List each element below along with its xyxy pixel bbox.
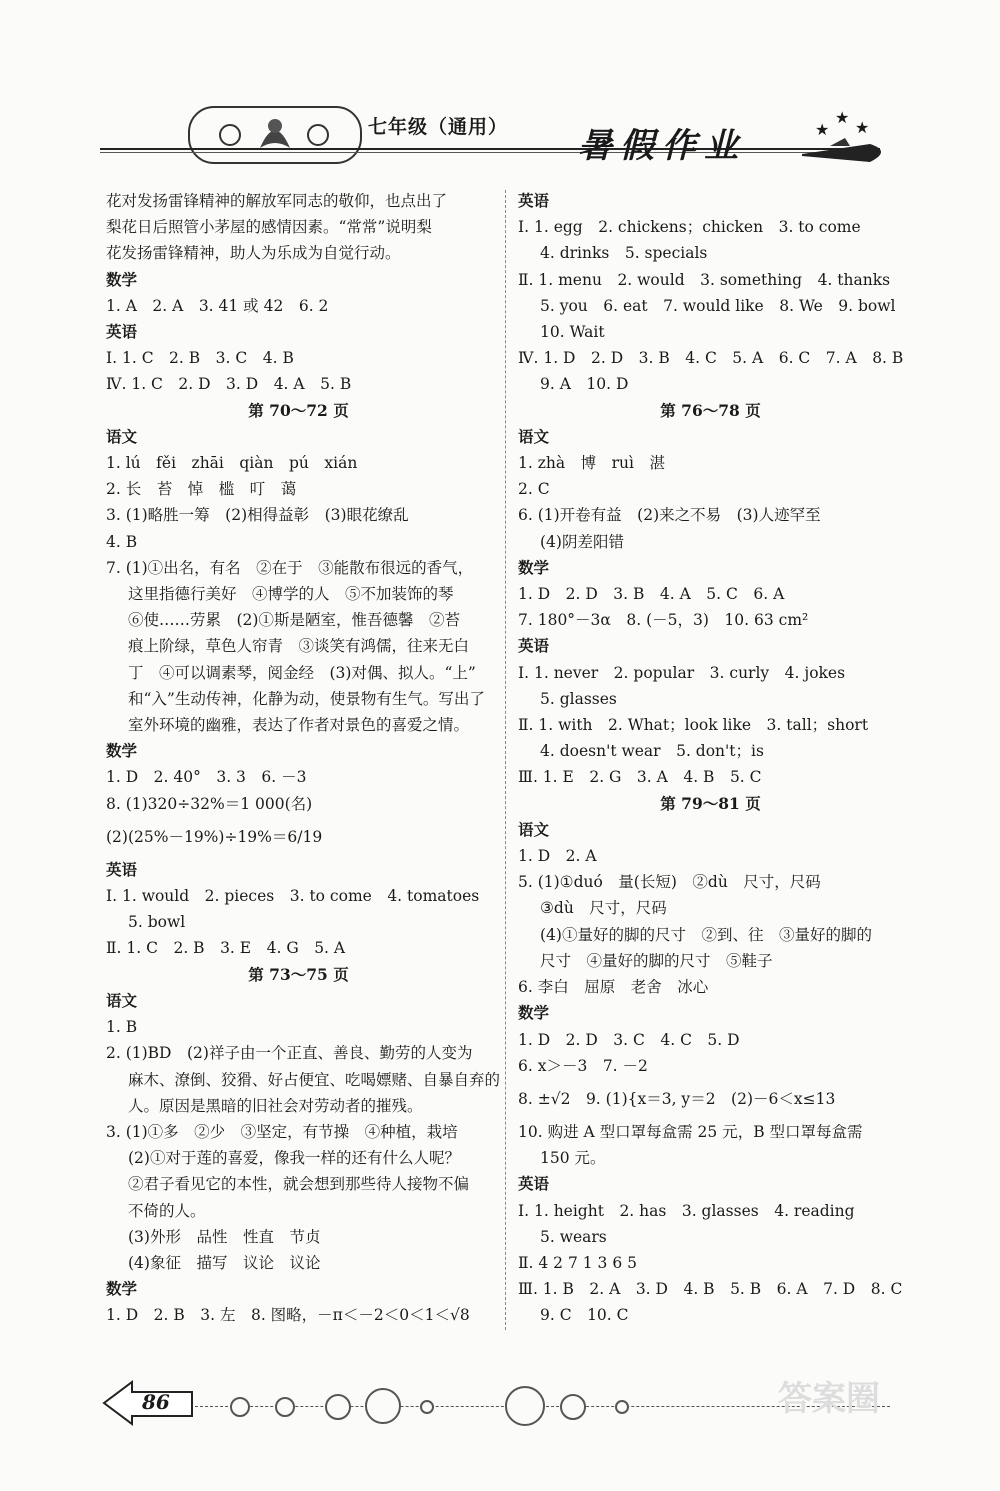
answer-line: 1. B <box>106 1018 138 1037</box>
subject-heading: 数学 <box>106 269 138 289</box>
page-range-heading: 第 70～72 页 <box>248 400 349 420</box>
subject-heading: 语文 <box>106 990 138 1010</box>
answer-line: Ⅱ. 4 2 7 1 3 6 5 <box>518 1253 637 1272</box>
page-number: 86 <box>142 1390 170 1414</box>
subject-heading: 语文 <box>518 426 550 446</box>
answer-line: 10. Wait <box>540 323 605 342</box>
answer-line: ②君子看见它的本性，就会想到那些待人接物不偏 <box>128 1175 470 1194</box>
space-shuttle-icon <box>800 136 895 170</box>
watermark: 答案圈 <box>778 1379 880 1419</box>
subject-heading: 数学 <box>518 557 550 577</box>
answer-line: 7. (1)①出名，有名 ②在于 ③能散布很远的香气， <box>106 558 474 577</box>
answer-line: (2)(25%－19%)÷19%＝6/19 <box>106 827 323 846</box>
answer-line: (4)阴差阳错 <box>540 532 624 551</box>
answer-line: Ⅰ. 1. would 2. pieces 3. to come 4. tomatoes <box>106 887 480 906</box>
star-icon: ★ <box>815 120 830 139</box>
answer-line: 1. zhà 博 ruì 湛 <box>518 454 665 473</box>
answer-line: 1. A 2. A 3. 41 或 42 6. 2 <box>106 296 329 315</box>
header-rule <box>100 148 880 150</box>
ring-icon <box>560 1394 586 1420</box>
subject-heading: 英语 <box>106 859 138 879</box>
star-icon: ★ <box>855 118 870 137</box>
answer-line: Ⅱ. 1. menu 2. would 3. something 4. thanks <box>518 270 891 289</box>
answer-line: 6. x＞－3 7. －2 <box>518 1056 648 1075</box>
answer-line: Ⅰ. 1. egg 2. chickens；chicken 3. to come <box>518 218 861 237</box>
subject-heading: 语文 <box>106 426 138 446</box>
answer-line: 这里指德行美好 ④博学的人 ⑤不加装饰的琴 <box>128 585 454 604</box>
answer-line: 8. (1)320÷32%＝1 000(名) <box>106 794 313 813</box>
answer-line: Ⅲ. 1. E 2. G 3. A 4. B 5. C <box>518 768 762 787</box>
answer-line: 6. (1)开卷有益 (2)来之不易 (3)人迹罕至 <box>518 506 821 525</box>
answer-line: (2)①对于莲的喜爱，像我一样的还有什么人呢？ <box>128 1149 460 1168</box>
answer-line: 3. (1)略胜一筹 (2)相得益彰 (3)眼花缭乱 <box>106 506 409 525</box>
ring-icon <box>615 1400 629 1414</box>
answer-line: 8. ±√2 9. (1){x＝3, y＝2 (2)－6＜x≤13 <box>518 1089 836 1108</box>
answer-line: Ⅱ. 1. C 2. B 3. E 4. G 5. A <box>106 939 346 958</box>
answer-line: Ⅱ. 1. with 2. What；look like 3. tall；short <box>518 716 869 735</box>
answer-line: Ⅰ. 1. height 2. has 3. glasses 4. reading <box>518 1201 855 1220</box>
answer-line: Ⅰ. 1. C 2. B 3. C 4. B <box>106 349 294 368</box>
answer-column-left <box>106 188 501 1329</box>
subject-heading: 数学 <box>106 1279 138 1299</box>
subject-heading: 语文 <box>518 819 550 839</box>
answer-line: 人。原因是黑暗的旧社会对劳动者的摧残。 <box>128 1096 423 1115</box>
subject-heading: 数学 <box>106 741 138 761</box>
answer-line: 室外环境的幽雅，表达了作者对景色的喜爱之情。 <box>128 716 470 735</box>
answer-line: Ⅳ. 1. D 2. D 3. B 4. C 5. A 6. C 7. A 8. B <box>518 349 904 368</box>
answer-line: 花对发扬雷锋精神的解放军同志的敬仰，也点出了 <box>106 192 448 210</box>
subject-heading: 英语 <box>518 1174 550 1194</box>
brand-title: 暑假作业 <box>578 126 746 166</box>
header-mascot-frame <box>188 106 362 164</box>
star-icon: ★ <box>835 108 850 127</box>
answer-line: 7. 180°－3α 8. (－5，3) 10. 63 cm² <box>518 611 809 630</box>
ring-icon <box>365 1388 401 1424</box>
subject-heading: 英语 <box>518 191 550 210</box>
answer-line: 5. bowl <box>128 913 186 932</box>
answer-line: 梨花日后照管小茅屋的感情因素。“常常”说明梨 <box>106 218 432 237</box>
answer-line: 尺寸 ④量好的脚的尺寸 ⑤鞋子 <box>540 951 773 970</box>
answer-line: ⑥使……劳累 (2)①斯是陋室，惟吾德馨 ②苔 <box>128 611 460 630</box>
column-divider <box>505 190 506 1330</box>
answer-line: 3. (1)①多 ②少 ③坚定，有节操 ④种植，栽培 <box>106 1122 458 1141</box>
answer-line: 10. 购进 A 型口罩每盒需 25 元，B 型口罩每盒需 <box>518 1122 863 1141</box>
answer-line: 和“入”生动传神，化静为动，使景物有生气。写出了 <box>128 689 485 708</box>
answer-line: 2. (1)BD (2)祥子由一个正直、善良、勤劳的人变为 <box>106 1044 473 1063</box>
answer-line: 不倚的人。 <box>128 1201 206 1220</box>
answer-line: (3)外形 品性 性直 节贞 <box>128 1227 321 1246</box>
answer-line: 6. 李白 屈原 老舍 冰心 <box>518 978 709 997</box>
answer-line: 5. wears <box>540 1227 607 1246</box>
answer-line: 1. lú fěi zhāi qiàn pú xián <box>106 454 358 473</box>
answer-line: 1. D 2. B 3. 左 8. 图略，－π＜－2＜0＜1＜√8 <box>106 1306 470 1325</box>
answer-line: 2. 长 苔 悼 槛 叮 蔼 <box>106 480 297 499</box>
answer-line: 4. drinks 5. specials <box>540 244 708 263</box>
answer-line: Ⅳ. 1. C 2. D 3. D 4. A 5. B <box>106 375 352 394</box>
answer-line: 5. (1)①duó 量(长短) ②dù 尺寸，尺码 <box>518 873 821 892</box>
answer-column-right <box>518 188 903 1329</box>
answer-line: 9. A 10. D <box>540 375 629 394</box>
ring-icon <box>420 1400 434 1414</box>
answer-line: 麻木、潦倒、狡猾、好占便宜、吃喝嫖赌、自暴自弃的 <box>128 1070 501 1089</box>
answer-line: Ⅲ. 1. B 2. A 3. D 4. B 5. B 6. A 7. D 8. C <box>518 1280 903 1299</box>
answer-line: 1. D 2. D 3. C 4. C 5. D <box>518 1030 740 1049</box>
answer-line: 150 元。 <box>540 1149 606 1168</box>
mascot-dragon-icon <box>190 108 360 162</box>
header-rule-thin <box>100 152 880 153</box>
answer-line: 4. doesn't wear 5. don't；is <box>540 742 764 761</box>
answer-line: 1. D 2. A <box>518 847 597 866</box>
ring-icon <box>230 1397 250 1417</box>
answer-line: 4. B <box>106 532 138 551</box>
answer-line: 9. C 10. C <box>540 1306 629 1325</box>
answer-line: 5. you 6. eat 7. would like 8. We 9. bowl <box>540 296 896 315</box>
answer-line: Ⅰ. 1. never 2. popular 3. curly 4. jokes <box>518 663 846 682</box>
answer-line: 丁 ④可以调素琴，阅金经 (3)对偶、拟人。“上” <box>128 663 476 682</box>
ring-icon <box>505 1386 545 1426</box>
page-range-heading: 第 79～81 页 <box>660 793 761 813</box>
answer-line: 2. C <box>518 480 550 499</box>
answer-line: 1. D 2. 40° 3. 3 6. －3 <box>106 768 307 787</box>
grade-label: 七年级（通用） <box>368 116 509 138</box>
ring-icon <box>275 1397 295 1417</box>
page-range-heading: 第 76～78 页 <box>660 400 761 420</box>
page-range-heading: 第 73～75 页 <box>248 964 349 984</box>
answer-line: 5. glasses <box>540 689 617 708</box>
page-footer <box>100 1364 900 1424</box>
subject-heading: 英语 <box>106 322 138 342</box>
answer-line: 花发扬雷锋精神，助人为乐成为自觉行动。 <box>106 244 401 263</box>
answer-line: (4)象征 描写 议论 议论 <box>128 1253 321 1272</box>
answer-line: (4)①量好的脚的尺寸 ②到、往 ③量好的脚的 <box>540 925 872 944</box>
subject-heading: 数学 <box>518 1003 550 1023</box>
subject-heading: 英语 <box>518 636 550 656</box>
page-header <box>100 100 900 180</box>
page-number-badge <box>104 1382 188 1422</box>
answer-line: 1. D 2. D 3. B 4. A 5. C 6. A <box>518 585 785 604</box>
answer-line: 痕上阶绿，草色人帘青 ③谈笑有鸿儒，往来无白 <box>128 637 470 656</box>
ring-icon <box>325 1394 351 1420</box>
answer-line: ③dù 尺寸，尺码 <box>540 899 667 918</box>
